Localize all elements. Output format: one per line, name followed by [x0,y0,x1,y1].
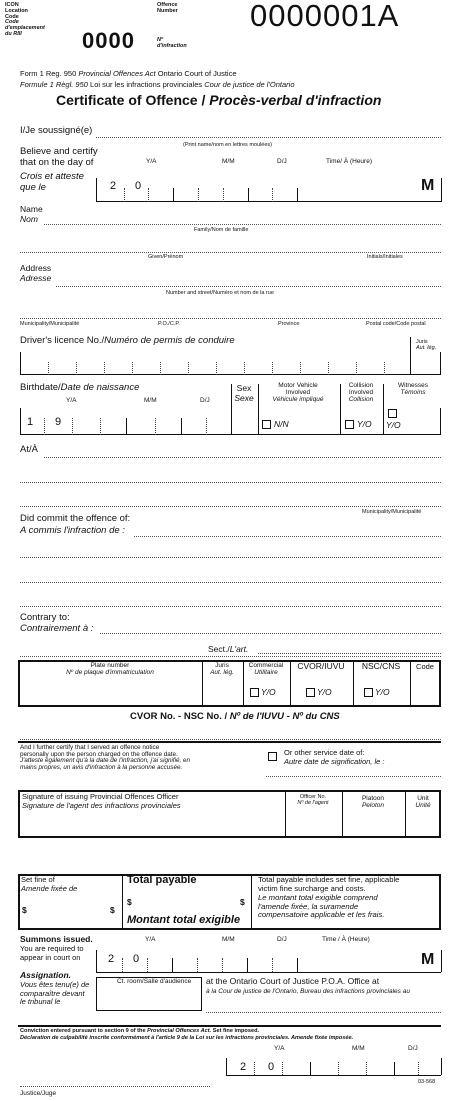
contrary-line-2[interactable] [20,656,441,657]
street-label: Number and street/Numéro et nom de la rue [166,290,274,296]
other-service-checkbox[interactable] [268,752,277,761]
contrary-line-1[interactable] [100,633,441,634]
other-service-label-fr: Autre date de signification, le : [284,757,385,766]
justice-signature-line[interactable] [20,1086,210,1087]
given-name-line[interactable] [20,252,441,253]
summons-year-label: Y/A [145,936,156,943]
assignation-text: Vous êtes tenu(e) de comparaître devant le tribunal le [20,980,90,1007]
officer-signature-label[interactable]: Signature of issuing Provincial Offences Officer Signature de l'agent des infractions provinciales [22,792,181,810]
municipality-line[interactable] [20,318,441,319]
summons-day-label: D/J [277,936,287,943]
offence-line-4[interactable] [20,606,441,607]
offence-number-label: Offence Number [157,2,178,14]
offence-number-label-fr: Nº d'infraction [157,37,187,49]
icon-location-label: ICON Location Code Code d'emplacement du RIII [5,2,45,37]
assignation-label: Assignation. [20,970,72,980]
total-payable-note: Total payable includes set fine, applicable victim fine surcharge and costs. Le montant total exigible comprend l'amende fixée, la suramende compensatoire applicable et les frais. [258,875,400,920]
crois-label: Crois et atteste que le [20,171,84,193]
collision-checkbox[interactable] [345,420,354,429]
province-label: Province [278,321,300,327]
officer-name-line[interactable] [96,137,441,138]
witnesses-checkbox[interactable] [388,409,397,418]
street-line[interactable] [56,286,441,287]
total-dollar: $ [127,897,132,907]
licence-number-box[interactable] [20,352,441,375]
conviction-date-field[interactable] [226,1075,441,1076]
birth-year-label: Y/A [66,397,77,404]
conviction-fr: Déclaration de culpabilité inscrite conformément à l'article 9 de la Loi sur les infractions provinciales. Amende fixée imposée. [20,1035,354,1041]
motor-vehicle-option: N/N [274,419,289,429]
justice-label: Justice/Juge [20,1090,57,1097]
summons-required-label: You are required to appear in court on [20,944,84,962]
witnesses-label: Witnesses Témoins [398,382,428,397]
cvor-label: CVOR/IUVU [297,661,345,671]
contrary-label-fr: Contrairement à : [20,623,94,634]
total-cents: $ [240,897,245,907]
municipality-label: Municipality/Municipalité [20,321,80,327]
form-code: 03-568 [418,1079,436,1085]
commercial-checkbox[interactable] [250,688,259,697]
family-name-label: Family/Nom de famille [194,227,249,233]
collision-option: Y/O [357,419,372,429]
service-certify-text: And I further certify that I served an offence notice personally upon the person charged on the offence date. J'atteste également qu'à la date de l'infraction, j'ai signifié, en mains propres, un avis d'infraction à la personne accusée. [20,744,191,771]
nsc-label: NSC/CNS [361,661,401,671]
set-fine-dollar: $ [22,905,27,915]
offence-line-1[interactable] [134,536,441,537]
summons-date-field[interactable] [122,958,123,972]
cvor-checkbox[interactable] [306,688,315,697]
name-label: Name Nom [20,204,43,224]
nsc-checkbox[interactable] [364,688,373,697]
nsc-option: Y/O [375,687,390,697]
poa-office-label: at the Ontario Court of Justice P.O.A. Office at [206,976,380,986]
other-service-date-line[interactable] [266,776,441,777]
year-digit-2: 0 [135,180,142,192]
licence-juris-label: Juris Aut. lég. [416,339,437,351]
conviction-en: Conviction entered pursuant to section 9 of the Provincial Offences Act. Set fine imposed. [20,1028,260,1034]
officer-number-label: Officer No. Nº de l'agent [297,794,329,806]
page-title: Certificate of Offence / Procès-verbal d'infraction [56,92,382,108]
birthdate-label: Birthdate/Date de naissance [20,382,140,393]
print-name-label: (Print name/nom en lettres moulées) [183,142,272,148]
courtroom-label: Ct. room/Salle d'audience [117,978,192,985]
time-label: Time/ À (Heure) [326,158,372,165]
form-line-fr: Formule 1 Règl. 950 Loi sur les infractions provinciales Cour de justice de l'Ontario [20,80,295,89]
offence-line-3[interactable] [20,582,441,583]
set-fine-cents: $ [110,905,115,915]
platoon-label: Platoon Peloton [361,795,385,810]
offence-label: Did commit the offence of: [20,513,131,524]
conviction-year-label: Y/A [274,1045,285,1052]
conviction-digit-2: 0 [268,1061,275,1073]
year-digit-1: 2 [110,180,117,192]
section-line[interactable] [258,653,441,654]
summons-time-label: Time / À (Heure) [322,936,370,943]
conviction-digit-1: 2 [240,1061,247,1073]
po-label: P.O./C.P. [158,321,180,327]
initials-label: Initials/Initiales [367,254,403,260]
contrary-label: Contrary to: [20,612,70,623]
month-label: M/M [222,158,235,165]
poa-office-line[interactable] [206,1012,441,1013]
set-fine-label: Set fine of Amende fixée de [21,875,78,893]
total-payable-label: Total payable [127,874,197,886]
form-line-en: Form 1 Reg. 950 Provincial Offences Act Ontario Court of Justice [20,69,237,78]
birth-month-label: M/M [144,397,157,404]
offence-number: 0000001A [250,0,400,33]
location-line-3[interactable] [20,506,441,507]
motor-vehicle-checkbox[interactable] [262,420,271,429]
summons-meridiem: M [421,951,435,968]
cvor-number-label: CVOR No. - NSC No. / Nº de l'IUVU - Nº du CNS [130,711,340,722]
summons-digit-2: 0 [133,953,140,965]
offence-line-2[interactable] [20,557,441,558]
motor-vehicle-label: Motor Vehicle Involved Véhicule impliqué [272,382,324,404]
location-line-2[interactable] [20,482,441,483]
cvor-option: Y/O [317,687,332,697]
at-municipality-label: Municipality/Municipalité [362,509,422,515]
undersigned-label: I/Je soussigné(e) [20,125,93,136]
commercial-option: Y/O [261,687,276,697]
poa-office-label-fr: à la Cour de justice de l'Ontario, Bureau des infractions provinciales au [206,988,410,995]
commercial-label: Commercial Utilitaire [248,662,284,677]
postal-code-label: Postal code/Code postal [366,321,426,327]
summons-issued-label: Summons issued. [20,934,93,944]
sex-label: Sex Sexe [234,383,254,403]
location-line-1[interactable] [44,457,441,458]
unit-label: Unit Unité [415,795,431,810]
cvor-number-line[interactable] [20,739,441,740]
location-code: 0000 [82,28,135,53]
birth-digit-2: 9 [55,416,62,428]
witnesses-option: Y/O [386,420,401,430]
code-label: Code [416,662,434,671]
given-name-label: Given/Prénom [148,254,184,260]
conviction-month-label: M/M [352,1045,365,1052]
at-label: At/À [20,444,38,455]
conviction-day-label: D/J [408,1045,418,1052]
section-label: Sect./L'art. [208,644,249,654]
birth-day-label: D/J [200,397,210,404]
day-label: D/J [277,158,287,165]
total-payable-label-fr: Montant total exigible [127,914,241,926]
offence-label-fr: A commis l'infraction de : [20,525,125,536]
plate-juris-label: Juris Aut. lég. [210,662,234,677]
collision-label: Collision Involved Collision [348,382,374,404]
summons-month-label: M/M [222,936,235,943]
birth-digit-1: 1 [27,416,34,428]
licence-label: Driver's licence No./Numéro de permis de conduire [20,335,235,346]
year-label: Y/A [146,158,157,165]
believe-label: Believe and certify that on the day of [20,146,98,168]
address-label: Address Adresse [20,263,52,283]
family-name-line[interactable] [44,224,441,225]
plate-number-label: Plate number Nº de plaque d'immatriculation [66,662,154,677]
summons-digit-1: 2 [108,953,115,965]
other-service-label: Or other service date of: [284,748,365,757]
meridiem-marker: M [421,177,435,194]
